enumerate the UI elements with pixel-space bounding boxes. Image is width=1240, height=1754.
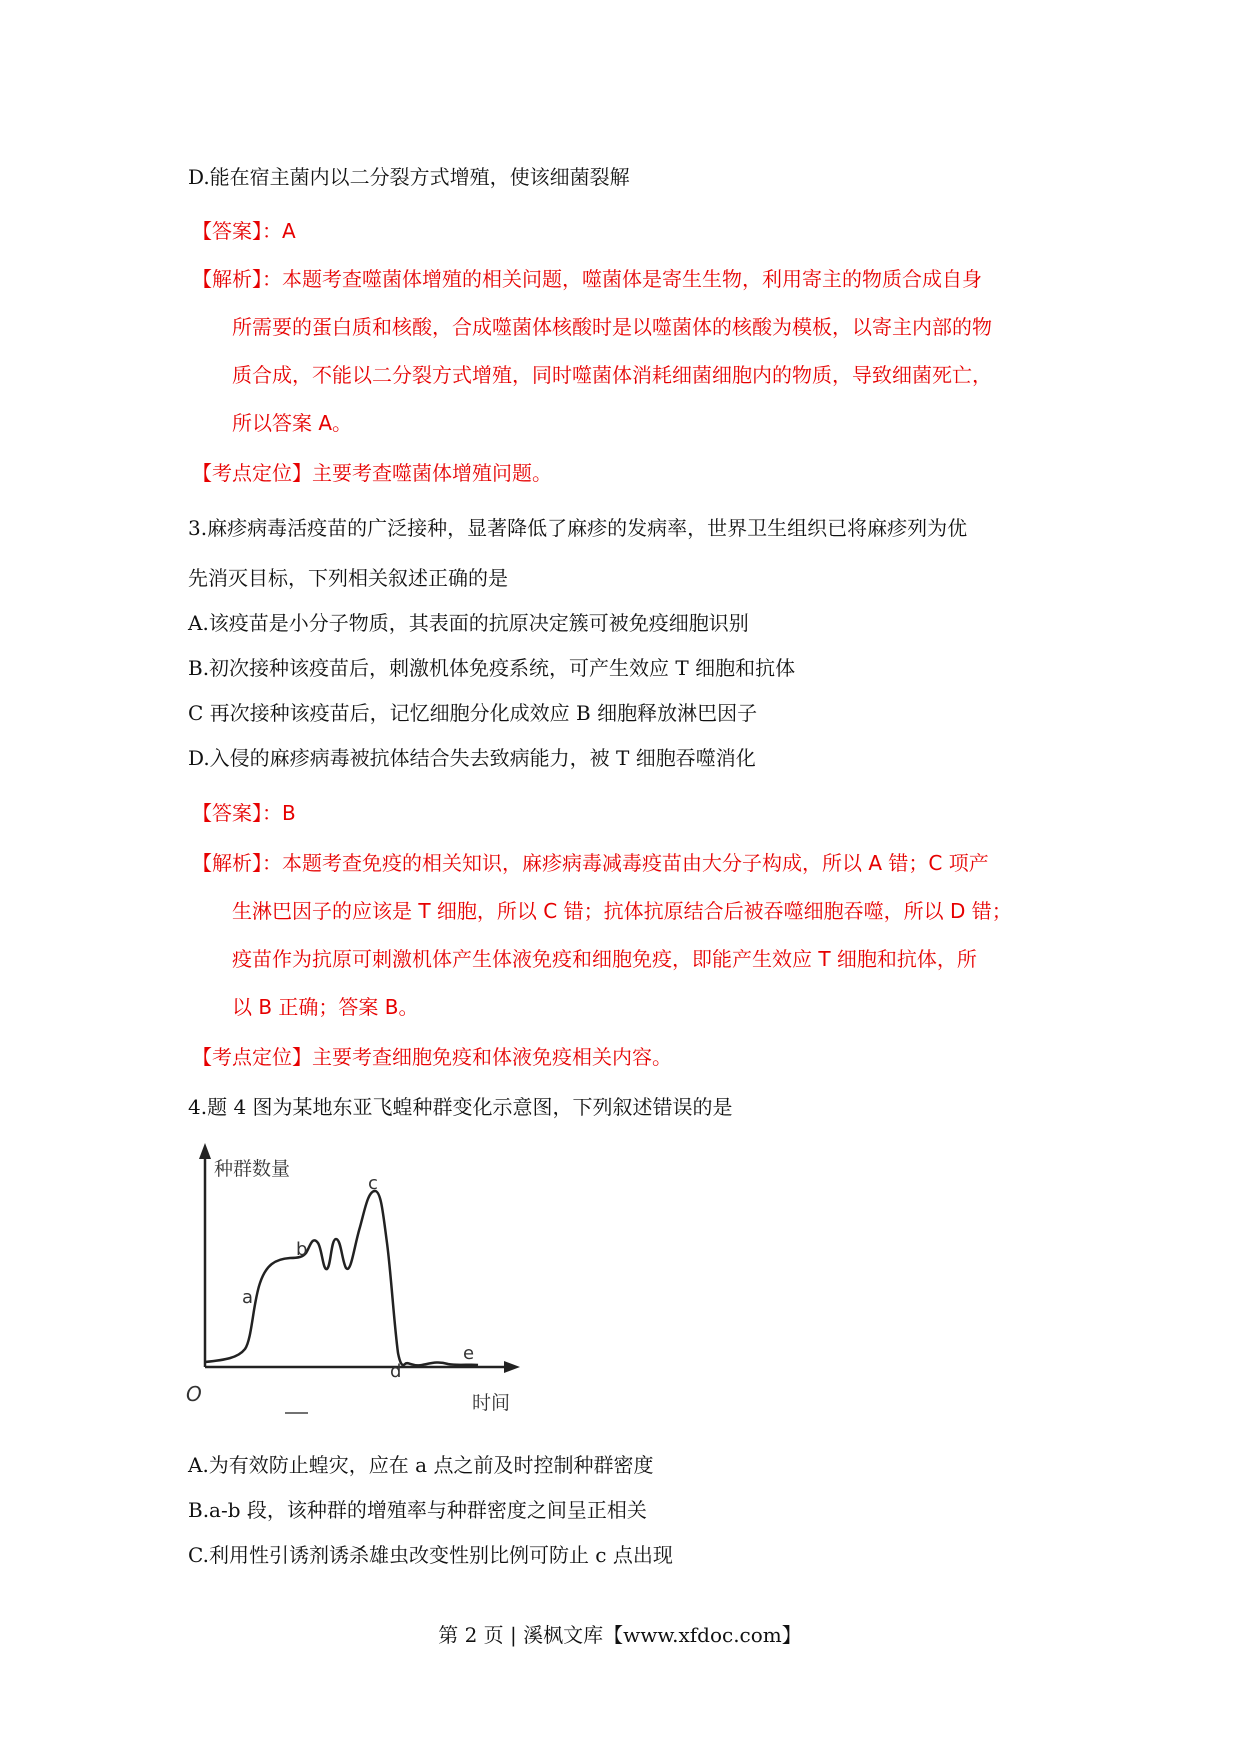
q2-answer: 【答案】：A <box>192 219 296 243</box>
y-axis-arrow <box>199 1143 211 1159</box>
q3-option-d: D.入侵的麻疹病毒被抗体结合失去致病能力，被 T 细胞吞噬消化 <box>188 746 756 770</box>
q4-option-c: C.利用性引诱剂诱杀雄虫改变性别比例可防止 c 点出现 <box>188 1543 673 1567</box>
q2-analysis-line-2: 所需要的蛋白质和核酸，合成噬菌体核酸时是以噬菌体的核酸为模板，以寄主内部的物 <box>232 315 992 339</box>
origin-label: O <box>186 1382 202 1406</box>
q3-analysis-line-3: 疫苗作为抗原可刺激机体产生体液免疫和细胞免疫，即能产生效应 T 细胞和抗体，所 <box>232 947 977 971</box>
q4-option-b: B.a-b 段，该种群的增殖率与种群密度之间呈正相关 <box>188 1498 647 1522</box>
q3-analysis-line-1: 【解析】：本题考查免疫的相关知识，麻疹病毒减毒疫苗由大分子构成，所以 A 错；C 项产 <box>192 851 989 875</box>
point-label-d: d <box>390 1361 402 1382</box>
q3-answer: 【答案】：B <box>192 801 296 825</box>
q4-stem: 4.题 4 图为某地东亚飞蝗种群变化示意图，下列叙述错误的是 <box>188 1095 733 1119</box>
q4-option-a: A.为有效防止蝗灾，应在 a 点之前及时控制种群密度 <box>188 1453 654 1477</box>
population-curve <box>205 1191 478 1365</box>
q3-stem-line-1: 3.麻疹病毒活疫苗的广泛接种，显著降低了麻疹的发病率，世界卫生组织已将麻疹列为优 <box>188 516 968 540</box>
q2-analysis-line-3: 质合成，不能以二分裂方式增殖，同时噬菌体消耗细菌细胞内的物质，导致细菌死亡， <box>232 363 992 387</box>
point-label-a: a <box>242 1287 254 1308</box>
q3-option-c: C 再次接种该疫苗后，记忆细胞分化成效应 B 细胞释放淋巴因子 <box>188 701 758 725</box>
point-label-e: e <box>463 1343 475 1364</box>
q2-analysis-line-1: 【解析】：本题考查噬菌体增殖的相关问题，噬菌体是寄生生物，利用寄主的物质合成自身 <box>192 267 982 291</box>
q3-analysis-line-2: 生淋巴因子的应该是 T 细胞，所以 C 错；抗体抗原结合后被吞噬细胞吞噬，所以 D 错； <box>232 899 1012 923</box>
q3-stem-line-2: 先消灭目标，下列相关叙述正确的是 <box>188 566 508 590</box>
page-footer: 第 2 页 | 溪枫文库【www.xfdoc.com】 <box>438 1623 802 1647</box>
q2-option-d: D.能在宿主菌内以二分裂方式增殖，使该细菌裂解 <box>188 165 630 189</box>
q3-point: 【考点定位】主要考查细胞免疫和体液免疫相关内容。 <box>192 1045 672 1069</box>
population-chart-svg <box>186 1143 530 1425</box>
q3-analysis-line-4: 以 B 正确；答案 B。 <box>232 995 419 1019</box>
q3-option-b: B.初次接种该疫苗后，刺激机体免疫系统，可产生效应 T 细胞和抗体 <box>188 656 796 680</box>
population-chart <box>186 1143 530 1425</box>
point-label-b: b <box>296 1239 308 1260</box>
q2-point: 【考点定位】主要考查噬菌体增殖问题。 <box>192 461 552 485</box>
x-axis-arrow <box>504 1361 520 1373</box>
q2-analysis-line-4: 所以答案 A。 <box>232 411 353 435</box>
x-axis-label: 时间 <box>472 1392 511 1414</box>
y-axis-label: 种群数量 <box>214 1158 291 1180</box>
point-label-c: c <box>368 1173 378 1194</box>
q3-option-a: A.该疫苗是小分子物质，其表面的抗原决定簇可被免疫细胞识别 <box>188 611 749 635</box>
